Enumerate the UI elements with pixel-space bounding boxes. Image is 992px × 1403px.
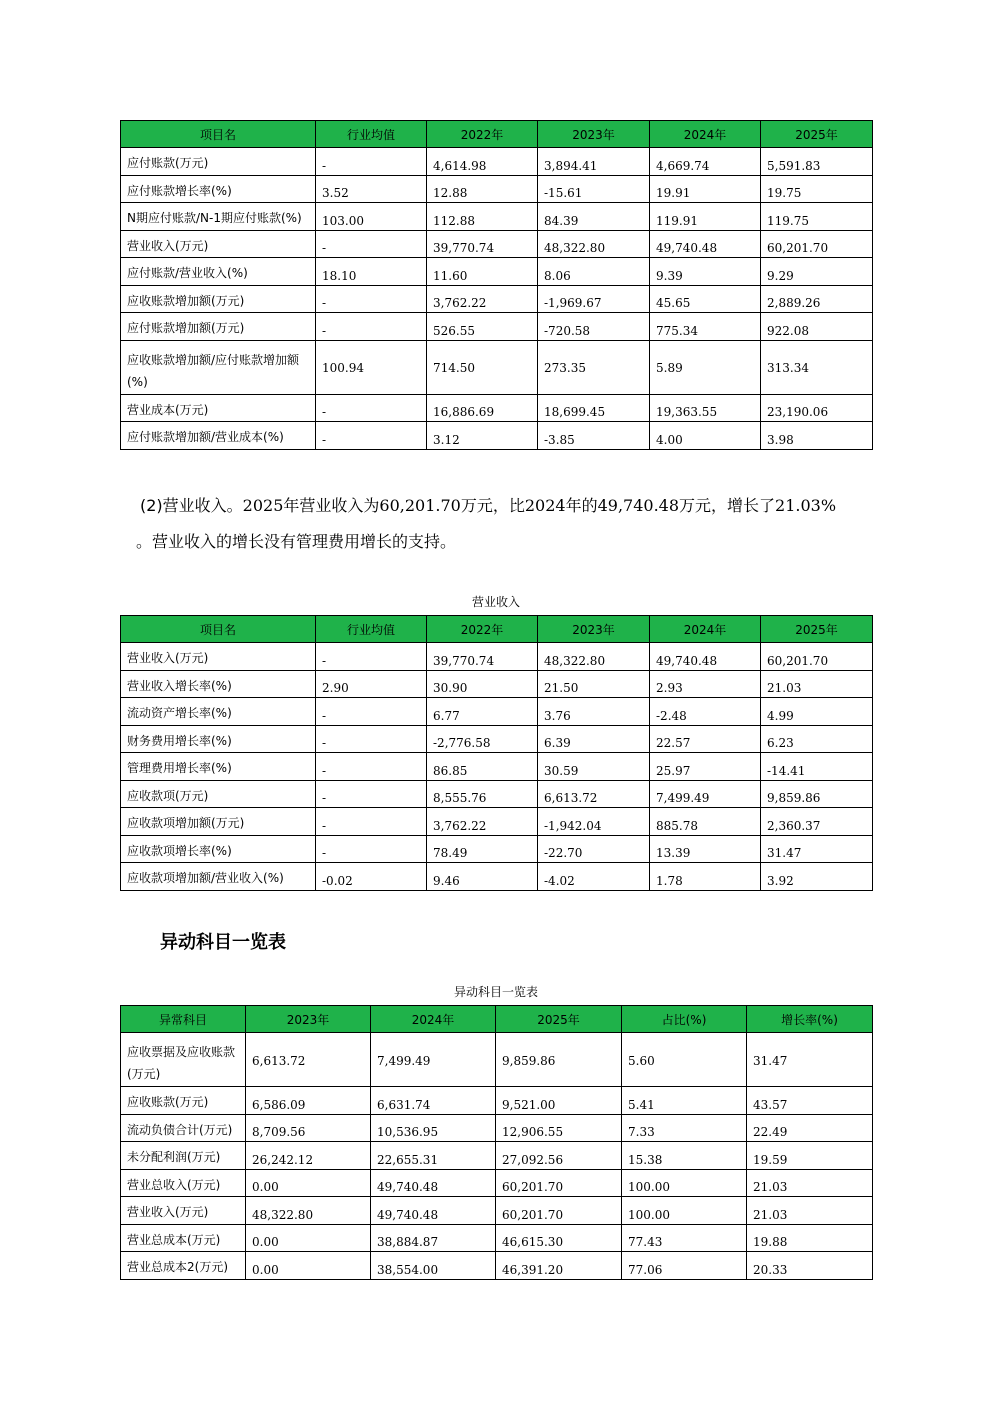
table-row xyxy=(121,313,873,341)
paragraph-text: 年的 xyxy=(565,496,598,515)
row-label-cell: 流动资产增长率(%) xyxy=(121,698,316,726)
value-cell: 4.00 xyxy=(650,422,761,450)
value-cell: - xyxy=(316,780,427,808)
row-label-cell: 应收款项增长率(%) xyxy=(121,835,316,863)
value-cell: 60,201.70 xyxy=(761,643,873,671)
value-cell: 9,859.86 xyxy=(496,1033,622,1087)
value-cell: 60,201.70 xyxy=(761,230,873,258)
value-cell: -4.02 xyxy=(538,863,650,891)
table-row xyxy=(121,863,873,891)
value-cell: 6,586.09 xyxy=(246,1087,371,1115)
value-cell: 714.50 xyxy=(427,340,538,394)
table-row xyxy=(121,753,873,781)
table-row xyxy=(121,203,873,231)
payables-table xyxy=(120,120,873,450)
revenue-table xyxy=(120,615,873,891)
value-cell: 100.00 xyxy=(622,1197,747,1225)
table-header-row xyxy=(121,1006,873,1033)
header-cell: 占比(%) xyxy=(622,1006,747,1033)
row-label-cell: 应收账款增加额(万元) xyxy=(121,285,316,313)
value-cell: -2,776.58 xyxy=(427,725,538,753)
value-cell: 38,884.87 xyxy=(371,1224,496,1252)
value-cell: 84.39 xyxy=(538,203,650,231)
value-cell: 3.98 xyxy=(761,422,873,450)
value-cell: 39,770.74 xyxy=(427,230,538,258)
value-cell: 6,631.74 xyxy=(371,1087,496,1115)
paragraph-year: 2024 xyxy=(524,496,566,515)
value-cell: 4,614.98 xyxy=(427,148,538,176)
row-label-cell: 营业收入增长率(%) xyxy=(121,670,316,698)
value-cell: 20.33 xyxy=(747,1252,873,1280)
value-cell: 60,201.70 xyxy=(496,1197,622,1225)
table-row xyxy=(121,643,873,671)
value-cell: 30.90 xyxy=(427,670,538,698)
value-cell: 4,669.74 xyxy=(650,148,761,176)
table-row xyxy=(121,1087,873,1115)
header-cell: 项目名 xyxy=(121,121,316,148)
value-cell: 100.00 xyxy=(622,1169,747,1197)
table-row xyxy=(121,808,873,836)
row-label-cell: 应收账款增加额/应付账款增加额(%) xyxy=(121,340,316,394)
row-label-cell: 营业总成本(万元) xyxy=(121,1224,246,1252)
value-cell: 21.03 xyxy=(761,670,873,698)
table-row xyxy=(121,258,873,286)
header-cell: 行业均值 xyxy=(316,121,427,148)
table-row xyxy=(121,725,873,753)
value-cell: 0.00 xyxy=(246,1169,371,1197)
paragraph-text: 。营业收入的增长没有管理费用增长的支持。 xyxy=(136,532,457,551)
value-cell: 100.94 xyxy=(316,340,427,394)
value-cell: 6.23 xyxy=(761,725,873,753)
value-cell: 885.78 xyxy=(650,808,761,836)
value-cell: 18,699.45 xyxy=(538,394,650,422)
row-label-cell: 应付账款增长率(%) xyxy=(121,175,316,203)
value-cell: 26,242.12 xyxy=(246,1142,371,1170)
value-cell: 31.47 xyxy=(747,1033,873,1087)
value-cell: 3,762.22 xyxy=(427,285,538,313)
value-cell: 46,615.30 xyxy=(496,1224,622,1252)
table-row xyxy=(121,394,873,422)
value-cell: 112.88 xyxy=(427,203,538,231)
table-row xyxy=(121,1033,873,1087)
value-cell: 49,740.48 xyxy=(650,230,761,258)
row-label-cell: 应收款项(万元) xyxy=(121,780,316,808)
value-cell: 0.00 xyxy=(246,1224,371,1252)
value-cell: 313.34 xyxy=(761,340,873,394)
table-row xyxy=(121,285,873,313)
value-cell: 11.60 xyxy=(427,258,538,286)
table-row xyxy=(121,1169,873,1197)
value-cell: 119.91 xyxy=(650,203,761,231)
value-cell: 23,190.06 xyxy=(761,394,873,422)
value-cell: 9,521.00 xyxy=(496,1087,622,1115)
header-cell: 2024年 xyxy=(650,616,761,643)
paragraph-value: 60,201.70 xyxy=(379,496,461,515)
value-cell: 6.77 xyxy=(427,698,538,726)
header-cell: 2023年 xyxy=(538,616,650,643)
table-row xyxy=(121,148,873,176)
value-cell: 31.47 xyxy=(761,835,873,863)
value-cell: 6.39 xyxy=(538,725,650,753)
value-cell: 49,740.48 xyxy=(371,1169,496,1197)
value-cell: 86.85 xyxy=(427,753,538,781)
paragraph-growth: 21.03% xyxy=(775,496,837,515)
value-cell: -0.02 xyxy=(316,863,427,891)
section-title: 异动科目一览表 xyxy=(160,932,286,953)
value-cell: 48,322.80 xyxy=(246,1197,371,1225)
value-cell: 60,201.70 xyxy=(496,1169,622,1197)
value-cell: 19,363.55 xyxy=(650,394,761,422)
value-cell: 5.41 xyxy=(622,1087,747,1115)
value-cell: - xyxy=(316,422,427,450)
value-cell: 273.35 xyxy=(538,340,650,394)
value-cell: 2.90 xyxy=(316,670,427,698)
row-label-cell: 营业收入(万元) xyxy=(121,643,316,671)
value-cell: 6,613.72 xyxy=(246,1033,371,1087)
value-cell: 0.00 xyxy=(246,1252,371,1280)
value-cell: 48,322.80 xyxy=(538,230,650,258)
paragraph-text: 万元，增长了 xyxy=(679,496,776,515)
value-cell: 21.03 xyxy=(747,1197,873,1225)
value-cell: - xyxy=(316,148,427,176)
table-row xyxy=(121,1224,873,1252)
value-cell: 19.75 xyxy=(761,175,873,203)
value-cell: - xyxy=(316,753,427,781)
table-header-row xyxy=(121,616,873,643)
row-label-cell: 管理费用增长率(%) xyxy=(121,753,316,781)
header-cell: 2022年 xyxy=(427,616,538,643)
row-label-cell: 营业收入(万元) xyxy=(121,1197,246,1225)
row-label-cell: 应收账款(万元) xyxy=(121,1087,246,1115)
value-cell: 38,554.00 xyxy=(371,1252,496,1280)
value-cell: - xyxy=(316,725,427,753)
value-cell: 9.39 xyxy=(650,258,761,286)
table-header-row xyxy=(121,121,873,148)
value-cell: 19.88 xyxy=(747,1224,873,1252)
row-label-cell: 营业总收入(万元) xyxy=(121,1169,246,1197)
value-cell: 3.52 xyxy=(316,175,427,203)
header-cell: 2024年 xyxy=(371,1006,496,1033)
value-cell: 5,591.83 xyxy=(761,148,873,176)
table-row xyxy=(121,698,873,726)
value-cell: 8.06 xyxy=(538,258,650,286)
value-cell: 2.93 xyxy=(650,670,761,698)
value-cell: 45.65 xyxy=(650,285,761,313)
value-cell: - xyxy=(316,313,427,341)
header-cell: 2025年 xyxy=(761,121,873,148)
value-cell: 2,889.26 xyxy=(761,285,873,313)
value-cell: 5.89 xyxy=(650,340,761,394)
table-caption: 营业收入 xyxy=(471,595,520,609)
value-cell: 78.49 xyxy=(427,835,538,863)
row-label-cell: 营业收入(万元) xyxy=(121,230,316,258)
row-label-cell: 应付账款增加额/营业成本(%) xyxy=(121,422,316,450)
value-cell: 19.59 xyxy=(747,1142,873,1170)
row-label-cell: 应收票据及应收账款(万元) xyxy=(121,1033,246,1087)
value-cell: 27,092.56 xyxy=(496,1142,622,1170)
value-cell: 22.49 xyxy=(747,1114,873,1142)
value-cell: 19.91 xyxy=(650,175,761,203)
table-row xyxy=(121,1197,873,1225)
value-cell: 25.97 xyxy=(650,753,761,781)
table-row xyxy=(121,175,873,203)
value-cell: -14.41 xyxy=(761,753,873,781)
row-label-cell: 应付账款(万元) xyxy=(121,148,316,176)
value-cell: - xyxy=(316,285,427,313)
value-cell: -720.58 xyxy=(538,313,650,341)
value-cell: 4.99 xyxy=(761,698,873,726)
value-cell: 30.59 xyxy=(538,753,650,781)
value-cell: 8,555.76 xyxy=(427,780,538,808)
paragraph-text: 年营业收入为 xyxy=(283,496,380,515)
table-row xyxy=(121,422,873,450)
paragraph-text: 万元，比 xyxy=(460,496,525,515)
row-label-cell: 应付账款/营业收入(%) xyxy=(121,258,316,286)
value-cell: 1.78 xyxy=(650,863,761,891)
table-row xyxy=(121,780,873,808)
value-cell: 13.39 xyxy=(650,835,761,863)
value-cell: 9,859.86 xyxy=(761,780,873,808)
header-cell: 2025年 xyxy=(496,1006,622,1033)
value-cell: 9.29 xyxy=(761,258,873,286)
table-row xyxy=(121,835,873,863)
abnormal-items-table xyxy=(120,1005,873,1280)
value-cell: 21.50 xyxy=(538,670,650,698)
value-cell: - xyxy=(316,835,427,863)
value-cell: 15.38 xyxy=(622,1142,747,1170)
value-cell: 6,613.72 xyxy=(538,780,650,808)
table-row xyxy=(121,230,873,258)
value-cell: 922.08 xyxy=(761,313,873,341)
table-caption: 异动科目一览表 xyxy=(453,985,538,999)
row-label-cell: 应付账款增加额(万元) xyxy=(121,313,316,341)
table-row xyxy=(121,340,873,394)
value-cell: - xyxy=(316,808,427,836)
value-cell: - xyxy=(316,643,427,671)
value-cell: 3.92 xyxy=(761,863,873,891)
row-label-cell: 营业总成本2(万元) xyxy=(121,1252,246,1280)
table-row xyxy=(121,1252,873,1280)
header-cell: 异常科目 xyxy=(121,1006,246,1033)
value-cell: 2,360.37 xyxy=(761,808,873,836)
value-cell: 39,770.74 xyxy=(427,643,538,671)
value-cell: - xyxy=(316,394,427,422)
paragraph-value: 49,740.48 xyxy=(597,496,680,515)
value-cell: 77.06 xyxy=(622,1252,747,1280)
header-cell: 2024年 xyxy=(650,121,761,148)
header-cell: 2022年 xyxy=(427,121,538,148)
header-cell: 2023年 xyxy=(538,121,650,148)
row-label-cell: N期应付账款/N-1期应付账款(%) xyxy=(121,203,316,231)
value-cell: 12.88 xyxy=(427,175,538,203)
value-cell: 119.75 xyxy=(761,203,873,231)
value-cell: 5.60 xyxy=(622,1033,747,1087)
value-cell: 7.33 xyxy=(622,1114,747,1142)
value-cell: -2.48 xyxy=(650,698,761,726)
table-row xyxy=(121,670,873,698)
value-cell: 49,740.48 xyxy=(371,1197,496,1225)
value-cell: 49,740.48 xyxy=(650,643,761,671)
value-cell: 3,762.22 xyxy=(427,808,538,836)
value-cell: - xyxy=(316,230,427,258)
value-cell: 7,499.49 xyxy=(650,780,761,808)
value-cell: 46,391.20 xyxy=(496,1252,622,1280)
value-cell: - xyxy=(316,698,427,726)
paragraph-label: (2)营业收入。 xyxy=(140,496,243,515)
value-cell: 18.10 xyxy=(316,258,427,286)
value-cell: -1,969.67 xyxy=(538,285,650,313)
value-cell: 21.03 xyxy=(747,1169,873,1197)
value-cell: -22.70 xyxy=(538,835,650,863)
value-cell: 9.46 xyxy=(427,863,538,891)
row-label-cell: 营业成本(万元) xyxy=(121,394,316,422)
value-cell: 48,322.80 xyxy=(538,643,650,671)
row-label-cell: 应收款项增加额/营业收入(%) xyxy=(121,863,316,891)
header-cell: 2023年 xyxy=(246,1006,371,1033)
value-cell: 22.57 xyxy=(650,725,761,753)
value-cell: 43.57 xyxy=(747,1087,873,1115)
row-label-cell: 财务费用增长率(%) xyxy=(121,725,316,753)
value-cell: 103.00 xyxy=(316,203,427,231)
value-cell: 526.55 xyxy=(427,313,538,341)
table-row xyxy=(121,1142,873,1170)
row-label-cell: 应收款项增加额(万元) xyxy=(121,808,316,836)
value-cell: 7,499.49 xyxy=(371,1033,496,1087)
value-cell: 16,886.69 xyxy=(427,394,538,422)
value-cell: 3.76 xyxy=(538,698,650,726)
value-cell: 3.12 xyxy=(427,422,538,450)
row-label-cell: 流动负债合计(万元) xyxy=(121,1114,246,1142)
header-cell: 增长率(%) xyxy=(747,1006,873,1033)
value-cell: 77.43 xyxy=(622,1224,747,1252)
value-cell: 775.34 xyxy=(650,313,761,341)
value-cell: -15.61 xyxy=(538,175,650,203)
value-cell: 8,709.56 xyxy=(246,1114,371,1142)
value-cell: -3.85 xyxy=(538,422,650,450)
row-label-cell: 未分配利润(万元) xyxy=(121,1142,246,1170)
value-cell: 10,536.95 xyxy=(371,1114,496,1142)
paragraph-year: 2025 xyxy=(242,496,284,515)
value-cell: 3,894.41 xyxy=(538,148,650,176)
header-cell: 行业均值 xyxy=(316,616,427,643)
value-cell: -1,942.04 xyxy=(538,808,650,836)
header-cell: 项目名 xyxy=(121,616,316,643)
table-row xyxy=(121,1114,873,1142)
value-cell: 12,906.55 xyxy=(496,1114,622,1142)
revenue-paragraph xyxy=(136,488,880,560)
header-cell: 2025年 xyxy=(761,616,873,643)
value-cell: 22,655.31 xyxy=(371,1142,496,1170)
